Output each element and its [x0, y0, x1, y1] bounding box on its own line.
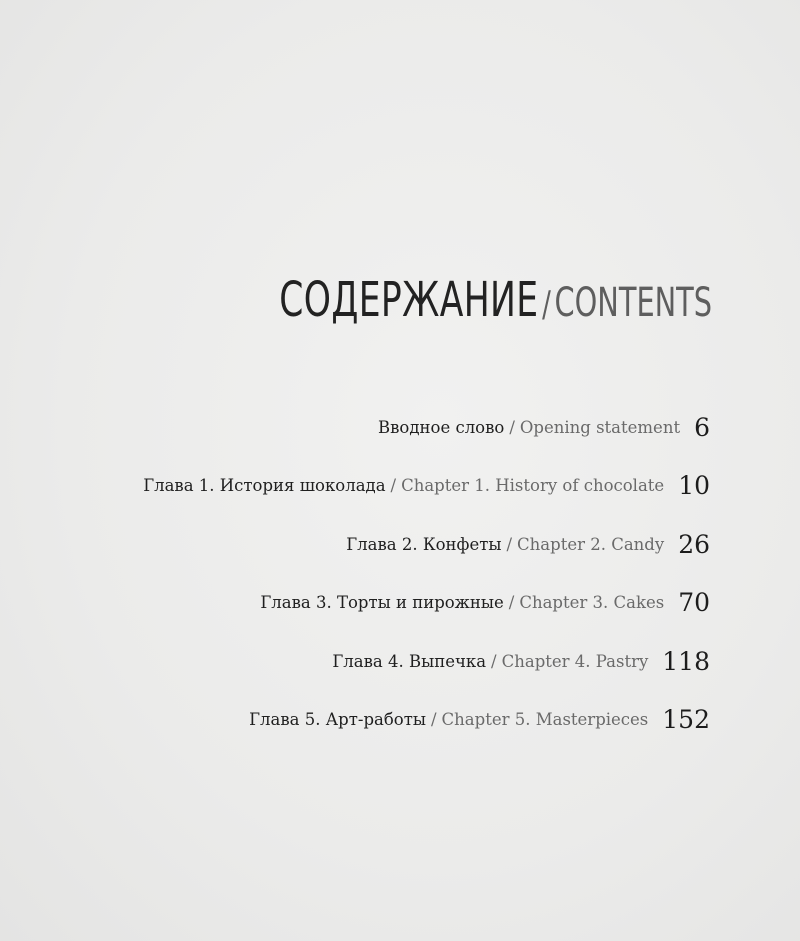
toc-entry-separator: / — [390, 476, 397, 496]
toc-entry-en: Chapter 3. Cakes — [519, 593, 665, 613]
toc-entry-chapter-1 — [10, 457, 710, 516]
toc-entry-separator: / — [430, 710, 437, 730]
toc-entry-page-number: 70 — [678, 588, 710, 618]
toc-entry-chapter-5 — [10, 691, 710, 750]
toc-entry-en: Chapter 4. Pastry — [501, 651, 649, 671]
toc-entry-ru: Глава 1. История шоколада — [143, 476, 386, 496]
heading-english: CONTENTS — [554, 280, 712, 326]
toc-entry-en: Chapter 1. History of chocolate — [401, 476, 665, 496]
toc-entry-ru: Глава 3. Торты и пирожные — [260, 593, 504, 613]
contents-heading — [279, 272, 712, 328]
toc-entry-separator: / — [491, 651, 497, 671]
toc-entry-page-number: 10 — [678, 471, 710, 501]
toc-entry-separator: / — [508, 593, 515, 613]
toc-entry-separator: / — [509, 417, 515, 437]
toc-entry-page-number: 26 — [678, 529, 710, 559]
toc-entry-page-number: 6 — [694, 412, 710, 442]
toc-entry-page-number: 118 — [662, 646, 710, 676]
toc-entry-ru: Вводное слово — [378, 417, 505, 437]
heading-separator: / — [542, 284, 551, 325]
toc-entry-page-number: 152 — [662, 705, 710, 735]
toc-entry-en: Chapter 2. Candy — [517, 534, 665, 554]
toc-entry-chapter-4 — [10, 632, 710, 691]
toc-entry-chapter-3 — [10, 574, 710, 633]
toc-entry-ru: Глава 4. Выпечка — [332, 651, 487, 671]
toc-entry-en: Opening statement — [519, 417, 681, 437]
toc-entry-chapter-2 — [10, 515, 710, 574]
toc-entry-opening — [10, 398, 710, 457]
toc-entry-ru: Глава 5. Арт-работы — [249, 710, 426, 730]
toc-entry-en: Chapter 5. Masterpieces — [441, 710, 649, 730]
table-of-contents — [10, 398, 710, 749]
heading-russian: СОДЕРЖАНИЕ — [279, 272, 539, 328]
toc-entry-separator: / — [506, 534, 513, 554]
toc-entry-ru: Глава 2. Конфеты — [346, 534, 502, 554]
